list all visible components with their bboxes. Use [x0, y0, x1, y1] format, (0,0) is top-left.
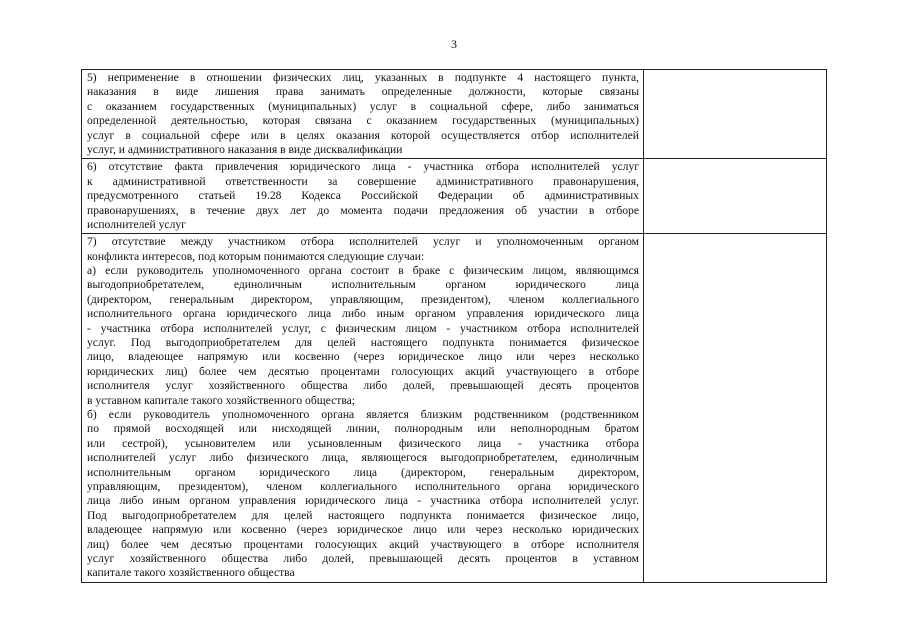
requirement-text-cell: [82, 70, 644, 159]
text-line: 5) неприменение в отношении физических лиц, указанных в подпункте 4 настоящего пункта,: [87, 71, 639, 84]
text-line: - участника отбора исполнителей услуг, с физическим лицом - участником отбора исполнителей: [87, 321, 639, 335]
empty-cell: [644, 159, 827, 234]
table-row: [82, 159, 827, 234]
text-line: Под выгодоприобретателем для целей настоящего подпункта понимается физическое лицо,: [87, 508, 639, 522]
text-line: услуг хозяйственного общества либо долей, превышающей десять процентов в уставном: [87, 551, 639, 565]
text-line: определенной деятельностью, которая связана с оказанием государственных (муниципальных): [87, 114, 639, 128]
text-line: лицо, владеющее напрямую или косвенно (через юридическое лицо или через несколько: [87, 350, 639, 364]
text-line: к административной ответственности за совершение административного правонарушения,: [87, 174, 639, 188]
text-line: (директором, генеральным директором, управляющим, президентом), членом коллегиального: [87, 292, 639, 306]
empty-cell: [644, 70, 827, 159]
requirement-text-cell: [82, 234, 644, 582]
text-line: с оказанием государственных (муниципальных) услуг в социальной сфере, либо заниматься: [87, 99, 639, 113]
text-line: услуг в социальной сфере или в целях оказания которой осуществляется отбор исполнителей: [87, 128, 639, 142]
text-line: капитале такого хозяйственного общества: [87, 566, 295, 580]
text-line: исполнителей услуг: [87, 217, 186, 231]
text-line: а) если руководитель уполномоченного органа состоит в браке с физическим лицом, являющимся: [87, 264, 639, 278]
text-line: владеющее напрямую или косвенно (через юридическое лицо или через несколько юридических: [87, 523, 639, 537]
text-line: лиц) более чем десятью процентами голосующих акций участвующего в отборе исполнителя: [87, 537, 639, 551]
text-line: исполнителей услуг либо физического лица, являющегося выгодоприобретателем, единоличным: [87, 451, 639, 465]
text-line: исполнительного органа юридического лица либо иным органом управления юридического лица: [87, 307, 639, 321]
text-line: б) если руководитель уполномоченного органа является близким родственником (родственником: [87, 407, 639, 421]
text-line: лица либо иным органом управления юридического лица - участника отбора исполнителей услуг.: [87, 494, 639, 508]
text-line: исполнительным органом юридического лица (директором, генеральным директором,: [87, 465, 639, 479]
text-line: услуг. Под выгодоприобретателем для целей настоящего подпункта понимается физическое: [87, 336, 639, 350]
text-line: юридических лиц) более чем десятью процентами голосующих акций участвующего в отборе: [87, 364, 639, 378]
empty-cell: [644, 234, 827, 582]
text-line: конфликта интересов, под которым понимаются следующие случаи:: [87, 249, 425, 263]
text-line: по прямой восходящей или нисходящей линии, полнородным или неполнородным братом: [87, 422, 639, 436]
text-line: или сестрой), усыновителем или усыновленным физического лица - участника отбора: [87, 436, 639, 450]
table-row: [82, 70, 827, 159]
text-line: в уставном капитале такого хозяйственного общества;: [87, 393, 356, 407]
table-row: [82, 234, 827, 582]
requirements-table: [81, 69, 827, 583]
text-line: исполнителя услуг хозяйственного общества либо долей, превышающей десять процентов: [87, 379, 639, 393]
text-line: 6) отсутствие факта привлечения юридического лица - участника отбора исполнителей услуг: [87, 160, 639, 174]
text-line: предусмотренного статьей 19.28 Кодекса Российской Федерации об административных: [87, 189, 639, 203]
text-line: наказания в виде лишения права занимать определенные должности, которые связаны: [87, 85, 639, 99]
text-line: 7) отсутствие между участником отбора исполнителей услуг и уполномоченным органом: [87, 235, 639, 249]
text-line: услуг, и административного наказания в виде дисквалификации: [87, 142, 403, 156]
requirement-text-cell: [82, 159, 644, 234]
page-number: 3: [451, 37, 457, 51]
text-line: выгодоприобретателем, единоличным исполнительным органом юридического лица: [87, 278, 639, 292]
text-line: управляющим, президентом), членом коллегиального исполнительного органа юридического: [87, 479, 639, 493]
text-line: правонарушениях, в течение двух лет до момента подачи предложения об участии в отборе: [87, 203, 639, 217]
